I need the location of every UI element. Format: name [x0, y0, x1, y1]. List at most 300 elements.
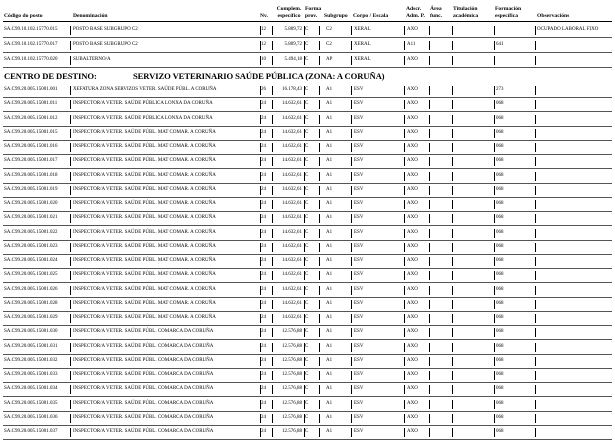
- cell-code: SA.C99.20.005.15001.017: [4, 158, 58, 164]
- column-separator: [272, 143, 273, 152]
- cell-adscription: AXO: [407, 414, 418, 420]
- column-separator: [535, 286, 536, 295]
- column-separator: [260, 271, 261, 280]
- cell-level: 24: [261, 201, 266, 206]
- section-title: SERVIZO VETERINARIO SAÚDE PÚBLICA (ZONA: A CORUÑA): [133, 71, 385, 81]
- cell-level: 24: [261, 372, 266, 377]
- column-separator: [452, 271, 453, 280]
- column-separator: [272, 300, 273, 309]
- column-separator: [272, 414, 273, 423]
- column-separator: [404, 400, 405, 409]
- column-separator: [404, 129, 405, 138]
- table-row: [0, 112, 615, 126]
- column-separator: [70, 229, 71, 238]
- cell-name: INSPECTOR/A VETER. SAÚDE PÚBL. MAT COMAR. A CORUÑA: [73, 158, 216, 164]
- cell-complement: 12.576,88: [282, 386, 302, 392]
- column-separator: [535, 257, 536, 266]
- column-separator: [304, 86, 305, 95]
- column-separator: [351, 100, 352, 109]
- cell-complement: 14.632,61: [282, 186, 302, 192]
- cell-training: 068: [496, 300, 504, 306]
- column-separator: [260, 100, 261, 109]
- cell-training: 068: [496, 129, 504, 135]
- column-separator: [70, 400, 71, 409]
- cell-provision: C: [305, 414, 309, 420]
- column-separator: [260, 414, 261, 423]
- column-separator: [452, 371, 453, 380]
- cell-adscription: AXO: [407, 87, 418, 92]
- cell-provision: C: [305, 186, 309, 192]
- cell-subgroup: A1: [326, 101, 333, 107]
- column-separator: [535, 357, 536, 366]
- column-separator: [260, 385, 261, 394]
- column-separator: [535, 86, 536, 95]
- column-separator: [535, 115, 536, 124]
- cell-provision: C: [305, 229, 309, 235]
- column-separator: [272, 400, 273, 409]
- cell-complement: 14.632,61: [282, 272, 302, 278]
- column-separator: [351, 428, 352, 437]
- cell-adscription: AXO: [407, 357, 418, 363]
- cell-corps: ESV: [354, 300, 364, 306]
- cell-level: 24: [261, 329, 266, 335]
- column-separator: [351, 157, 352, 166]
- cell-adscription: AXO: [407, 258, 418, 263]
- cell-level: 24: [261, 400, 266, 406]
- column-separator: [429, 300, 430, 309]
- column-separator: [260, 229, 261, 238]
- column-separator: [452, 129, 453, 138]
- cell-code: SA.C99.20.005.15001.022: [4, 229, 58, 235]
- column-separator: [272, 56, 273, 65]
- column-separator: [70, 385, 71, 394]
- row-divider: [3, 67, 612, 68]
- cell-adscription: AXO: [407, 201, 418, 206]
- column-separator: [494, 414, 495, 423]
- column-separator: [404, 26, 405, 35]
- header-divider: [3, 21, 612, 22]
- cell-name: INSPECTOR/A VETER. SAÚDE PÚBL. MAT COMAR. A CORUÑA: [73, 229, 216, 235]
- cell-subgroup: A1: [326, 272, 333, 278]
- column-separator: [304, 414, 305, 423]
- cell-observations: OCUPADO LABORAL FIXO: [537, 27, 599, 32]
- column-separator: [452, 314, 453, 323]
- cell-code: SA.C99.20.005.15001.037: [4, 429, 58, 434]
- column-separator: [404, 371, 405, 380]
- cell-code: SA.C99.20.005.15001.019: [4, 186, 58, 192]
- table-row: [0, 140, 615, 154]
- column-separator: [304, 157, 305, 166]
- column-separator: [319, 400, 320, 409]
- column-separator: [70, 300, 71, 309]
- column-separator: [535, 172, 536, 181]
- cell-corps: ESV: [354, 186, 364, 192]
- cell-corps: ESV: [354, 201, 364, 206]
- column-separator: [494, 26, 495, 35]
- cell-complement: 12.576,88: [282, 414, 302, 420]
- column-separator: [429, 115, 430, 124]
- column-separator: [272, 229, 273, 238]
- column-separator: [260, 115, 261, 124]
- column-separator: [494, 229, 495, 238]
- column-separator: [404, 257, 405, 266]
- cell-training: 068: [496, 386, 504, 392]
- cell-provision: C: [305, 300, 309, 306]
- cell-training: 068: [496, 144, 504, 149]
- cell-subgroup: A1: [326, 186, 333, 192]
- column-separator: [319, 86, 320, 95]
- table-row: [0, 254, 615, 268]
- cell-provision: C: [305, 258, 309, 263]
- cell-level: 10: [261, 57, 266, 63]
- cell-complement: 14.632,61: [282, 243, 302, 249]
- column-separator: [272, 271, 273, 280]
- column-separator: [494, 343, 495, 352]
- column-separator: [535, 100, 536, 109]
- column-separator: [429, 271, 430, 280]
- cell-complement: 14.632,61: [282, 229, 302, 235]
- cell-code: SA.C99.20.005.15001.001: [4, 87, 58, 92]
- column-separator: [272, 214, 273, 223]
- cell-training: 068: [496, 258, 504, 263]
- column-separator: [319, 257, 320, 266]
- column-separator: [494, 286, 495, 295]
- cell-code: SA.C99.20.005.15001.031: [4, 343, 58, 349]
- column-separator: [70, 86, 71, 95]
- column-separator: [535, 428, 536, 437]
- column-separator: [452, 115, 453, 124]
- column-separator: [535, 400, 536, 409]
- column-separator: [319, 229, 320, 238]
- cell-complement: 14.632,61: [282, 300, 302, 306]
- column-separator: [404, 100, 405, 109]
- column-separator: [272, 172, 273, 181]
- column-separator: [272, 200, 273, 209]
- column-separator: [494, 129, 495, 138]
- cell-adscription: AXO: [407, 272, 418, 278]
- cell-provision: C: [305, 57, 309, 63]
- cell-name: INSPECTOR/A VETER. SAÚDE PÚBL. COMARCA DA CORUÑA: [73, 357, 214, 363]
- cell-name: INSPECTOR/A VETER. SAÚDE PÚBL. MAT COMAR. A CORUÑA: [73, 243, 216, 249]
- cell-training: 068: [496, 315, 504, 320]
- cell-provision: C: [305, 372, 309, 377]
- column-separator: [319, 186, 320, 195]
- cell-adscription: AXO: [407, 129, 418, 135]
- cell-code: SA.C99.20.005.15001.026: [4, 286, 58, 292]
- column-separator: [319, 143, 320, 152]
- column-separator: [351, 186, 352, 195]
- cell-corps: ESV: [354, 258, 364, 263]
- column-separator: [535, 371, 536, 380]
- cell-code: SA.C99.20.005.15001.023: [4, 243, 58, 249]
- column-separator: [429, 343, 430, 352]
- cell-provision: C: [305, 129, 309, 135]
- col-header-nivel: Nv.: [260, 13, 268, 19]
- cell-corps: ESV: [354, 429, 364, 434]
- cell-subgroup: A1: [326, 215, 333, 221]
- cell-adscription: AXO: [407, 158, 418, 164]
- cell-training: 641: [496, 42, 504, 48]
- cell-code: SA.C99.20.005.15001.021: [4, 215, 58, 221]
- table-row: [0, 126, 615, 140]
- cell-code: SA.C99.20.005.15001.018: [4, 172, 58, 178]
- cell-complement: 14.632,61: [282, 129, 302, 135]
- cell-corps: ESV: [354, 272, 364, 278]
- cell-complement: 5.494,18: [284, 57, 302, 63]
- column-separator: [351, 200, 352, 209]
- cell-training: 068: [496, 272, 504, 278]
- cell-code: SA.C99.10.102.15770.020: [4, 57, 58, 63]
- column-separator: [319, 115, 320, 124]
- cell-level: 24: [261, 357, 266, 363]
- cell-name: INSPECTOR/A VETER. SAÚDE PÚBL. MAT COMAR. A CORUÑA: [73, 315, 216, 320]
- table-row: [0, 211, 615, 225]
- cell-adscription: A11: [407, 42, 416, 48]
- column-separator: [272, 129, 273, 138]
- cell-level: 24: [261, 414, 266, 420]
- cell-level: 24: [261, 429, 266, 434]
- column-separator: [260, 343, 261, 352]
- column-separator: [429, 328, 430, 337]
- table-row: [0, 83, 615, 97]
- cell-corps: ESV: [354, 372, 364, 377]
- column-separator: [260, 172, 261, 181]
- cell-code: SA.C99.20.005.15001.032: [4, 357, 58, 363]
- cell-name: INSPECTOR/A VETER. SAÚDE PÚBL. COMARCA DA CORUÑA: [73, 414, 214, 420]
- column-separator: [351, 26, 352, 35]
- cell-adscription: AXO: [407, 372, 418, 377]
- cell-adscription: AXO: [407, 172, 418, 178]
- cell-adscription: AXO: [407, 115, 418, 121]
- cell-adscription: AXO: [407, 343, 418, 349]
- column-separator: [535, 129, 536, 138]
- column-separator: [429, 385, 430, 394]
- column-separator: [304, 214, 305, 223]
- column-separator: [535, 343, 536, 352]
- column-separator: [429, 157, 430, 166]
- column-separator: [319, 314, 320, 323]
- cell-level: 12: [261, 42, 266, 48]
- cell-adscription: AXO: [407, 57, 418, 63]
- cell-training: 068: [496, 172, 504, 178]
- column-separator: [535, 229, 536, 238]
- column-separator: [304, 286, 305, 295]
- column-separator: [494, 428, 495, 437]
- column-separator: [260, 328, 261, 337]
- column-separator: [351, 286, 352, 295]
- column-separator: [304, 129, 305, 138]
- cell-name: INSPECTOR/A VETER. SAÚDE PÚBL. COMARCA DA CORUÑA: [73, 429, 214, 434]
- column-separator: [494, 371, 495, 380]
- column-separator: [272, 86, 273, 95]
- column-separator: [494, 200, 495, 209]
- column-separator: [494, 400, 495, 409]
- table-row: [0, 411, 615, 425]
- cell-training: 068: [496, 414, 504, 420]
- cell-provision: C: [305, 201, 309, 206]
- column-separator: [272, 41, 273, 50]
- column-separator: [70, 428, 71, 437]
- column-separator: [304, 100, 305, 109]
- cell-provision: C: [305, 286, 309, 292]
- cell-subgroup: A1: [326, 144, 333, 149]
- column-separator: [404, 86, 405, 95]
- cell-level: 24: [261, 258, 266, 263]
- column-separator: [70, 328, 71, 337]
- cell-corps: ESV: [354, 414, 364, 420]
- cell-subgroup: A1: [326, 300, 333, 306]
- cell-name: INSPECTOR/A VETER. SAÚDE PÚBL. MAT COMAR. A CORUÑA: [73, 300, 216, 306]
- column-separator: [70, 200, 71, 209]
- column-separator: [452, 357, 453, 366]
- cell-level: 24: [261, 115, 266, 121]
- column-separator: [535, 314, 536, 323]
- column-separator: [260, 286, 261, 295]
- cell-level: 24: [261, 386, 266, 392]
- column-separator: [452, 86, 453, 95]
- cell-level: 24: [261, 144, 266, 149]
- cell-subgroup: A1: [326, 201, 333, 206]
- column-separator: [404, 115, 405, 124]
- col-header-adscr-1: Adscr.: [406, 6, 422, 12]
- cell-name: INSPECTOR/A VETER. SAÚDE PÚBL. MAT COMAR. A CORUÑA: [73, 286, 216, 292]
- cell-complement: 5.809,72: [284, 42, 302, 48]
- table-row: [0, 169, 615, 183]
- col-header-adscr-2: Adm. P.: [406, 13, 425, 19]
- column-separator: [319, 129, 320, 138]
- column-separator: [452, 214, 453, 223]
- column-separator: [70, 143, 71, 152]
- column-separator: [304, 343, 305, 352]
- column-separator: [404, 186, 405, 195]
- column-separator: [452, 385, 453, 394]
- column-separator: [272, 385, 273, 394]
- cell-code: SA.C99.20.005.15001.036: [4, 414, 58, 420]
- col-header-titulacion-2: académica: [453, 13, 479, 19]
- column-separator: [304, 314, 305, 323]
- column-separator: [304, 143, 305, 152]
- column-separator: [70, 100, 71, 109]
- col-header-complem-2: específico: [277, 13, 301, 19]
- cell-corps: ESV: [354, 343, 364, 349]
- column-separator: [260, 186, 261, 195]
- cell-subgroup: A1: [326, 329, 333, 335]
- cell-provision: C: [305, 144, 309, 149]
- cell-corps: ESV: [354, 158, 364, 164]
- column-separator: [319, 100, 320, 109]
- cell-provision: C: [305, 101, 309, 107]
- cell-level: 24: [261, 286, 266, 292]
- cell-subgroup: A1: [326, 400, 333, 406]
- cell-training: 068: [496, 186, 504, 192]
- column-separator: [404, 214, 405, 223]
- cell-training: 068: [496, 215, 504, 221]
- column-separator: [70, 41, 71, 50]
- column-separator: [535, 200, 536, 209]
- cell-subgroup: A1: [326, 386, 333, 392]
- column-separator: [494, 214, 495, 223]
- cell-corps: ESV: [354, 243, 364, 249]
- column-separator: [351, 129, 352, 138]
- table-row: [0, 354, 615, 368]
- cell-name: POSTO BASE SUBGRUPO C2: [73, 27, 138, 32]
- table-row: [0, 325, 615, 339]
- column-separator: [272, 115, 273, 124]
- column-separator: [70, 271, 71, 280]
- column-separator: [452, 343, 453, 352]
- col-header-forma-1: Forma: [305, 6, 322, 12]
- cell-adscription: AXO: [407, 429, 418, 434]
- cell-training: 068: [496, 357, 504, 363]
- cell-adscription: AXO: [407, 27, 418, 32]
- column-separator: [272, 343, 273, 352]
- column-separator: [260, 41, 261, 50]
- cell-complement: 14.632,61: [282, 286, 302, 292]
- column-separator: [260, 314, 261, 323]
- column-separator: [70, 186, 71, 195]
- cell-complement: 5.809,72: [284, 27, 302, 32]
- cell-code: SA.C99.20.005.15001.015: [4, 129, 58, 135]
- column-separator: [272, 428, 273, 437]
- cell-subgroup: A1: [326, 357, 333, 363]
- column-separator: [535, 41, 536, 50]
- col-header-subgrupo: Subgrupo: [324, 13, 348, 19]
- cell-corps: ESV: [354, 115, 364, 121]
- cell-level: 24: [261, 300, 266, 306]
- column-separator: [272, 243, 273, 252]
- cell-training: 068: [496, 201, 504, 206]
- column-separator: [260, 357, 261, 366]
- column-separator: [429, 200, 430, 209]
- column-separator: [452, 428, 453, 437]
- cell-training: 068: [496, 372, 504, 377]
- cell-corps: ESV: [354, 129, 364, 135]
- column-separator: [272, 100, 273, 109]
- cell-corps: XERAL: [354, 27, 371, 32]
- cell-complement: 14.632,61: [282, 215, 302, 221]
- column-separator: [535, 243, 536, 252]
- column-separator: [494, 328, 495, 337]
- cell-training: 068: [496, 329, 504, 335]
- column-separator: [452, 229, 453, 238]
- cell-subgroup: A1: [326, 87, 333, 92]
- column-separator: [452, 186, 453, 195]
- column-separator: [452, 414, 453, 423]
- column-separator: [452, 100, 453, 109]
- column-separator: [272, 328, 273, 337]
- cell-training: 068: [496, 429, 504, 434]
- column-separator: [535, 214, 536, 223]
- column-separator: [351, 328, 352, 337]
- column-separator: [319, 286, 320, 295]
- column-separator: [494, 143, 495, 152]
- column-separator: [304, 328, 305, 337]
- cell-complement: 14.632,61: [282, 144, 302, 149]
- column-separator: [351, 41, 352, 50]
- cell-name: INSPECTOR/A VETER. SAÚDE PÚBLICA LONXA DA CORUÑA: [73, 101, 213, 107]
- column-separator: [429, 143, 430, 152]
- column-separator: [319, 328, 320, 337]
- column-separator: [429, 414, 430, 423]
- column-separator: [404, 41, 405, 50]
- cell-level: 24: [261, 158, 266, 164]
- column-separator: [260, 371, 261, 380]
- column-separator: [404, 428, 405, 437]
- cell-code: SA.C99.20.005.15001.024: [4, 258, 58, 263]
- table-row: [0, 240, 615, 254]
- column-separator: [351, 243, 352, 252]
- cell-provision: C: [305, 343, 309, 349]
